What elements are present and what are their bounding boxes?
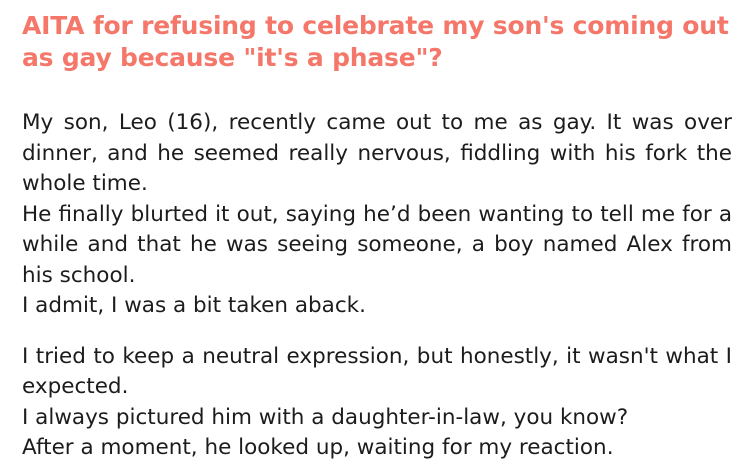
paragraph: I tried to keep a neutral expression, but honestly, it wasn't what I expected.: [22, 343, 732, 400]
paragraph-spacer: [22, 322, 732, 342]
paragraph: He finally blurted it out, saying he’d been wanting to tell me for a while and that he was seeing someone, a boy named Alex from his school.: [22, 201, 732, 288]
paragraph: After a moment, he looked up, waiting for my reaction.: [22, 435, 614, 461]
paragraph: My son, Leo (16), recently came out to me as gay. It was over dinner, and he seemed really nervous, fiddling with his fork the whole time.: [22, 110, 732, 197]
page-title: AITA for refusing to celebrate my son's coming out as gay because "it's a phase"?: [22, 11, 729, 72]
post-body: [20, 108, 734, 464]
paragraph: I always pictured him with a daughter-in-law, you know?: [22, 404, 629, 430]
paragraph: I admit, I was a bit taken aback.: [22, 293, 366, 319]
